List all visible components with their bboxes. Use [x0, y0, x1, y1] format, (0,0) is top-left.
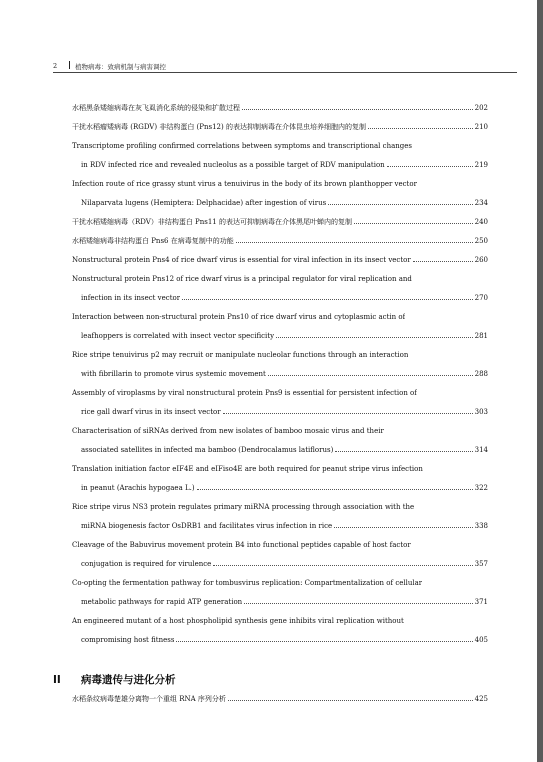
toc-entry-title: Nonstructural protein Pns12 of rice dwarf virus is a principal regulator for viral replication and [72, 275, 412, 283]
leader-dots [268, 374, 473, 376]
header-rule [53, 72, 517, 73]
toc-entry-title: 干扰水稻瘤矮病毒 (RGDV) 非结构蛋白 (Pns12) 的表达抑制病毒在介体昆虫培养细胞内的复制 [72, 123, 366, 131]
toc-entry-page: 240 [474, 218, 488, 226]
toc-entry-title: Translation initiation factor eIF4E and eIFiso4E are both required for peanut stripe virus infection [72, 465, 423, 473]
toc-entry-title: 水稻矮缩病毒非结构蛋白 Pns6 在病毒复制中的功能 [72, 237, 234, 245]
toc-entry-title: Cleavage of the Babuvirus movement protein B4 into functional peptides capable of host factor [72, 541, 411, 549]
toc-entry[interactable] [72, 218, 488, 227]
toc-entry-page: 234 [474, 199, 488, 207]
leader-dots [335, 450, 472, 452]
toc-entry-title: 水稻黑条矮缩病毒在灰飞虱消化系统的侵染和扩散过程 [72, 104, 240, 112]
toc-entry[interactable] [72, 695, 488, 704]
toc-entry-title: Transcriptome profiling confirmed correlations between symptoms and transcriptional changes [72, 142, 412, 150]
toc-entry-title: rice gall dwarf virus in its insect vector [81, 408, 221, 416]
leader-dots [244, 602, 472, 604]
page-edge [537, 0, 543, 762]
toc-entry-title: in RDV infected rice and revealed nucleolus as a possible target of RDV manipulation [81, 161, 385, 169]
toc-entry-page: 250 [474, 237, 488, 245]
toc-entry[interactable] [72, 351, 488, 360]
toc-entry[interactable] [72, 636, 488, 645]
toc-entry[interactable] [72, 522, 488, 531]
toc-entry-title: Infection route of rice grassy stunt virus a tenuivirus in the body of its brown planthopper vector [72, 180, 417, 188]
toc-entry-title: leafhoppers is correlated with insect vector specificity [81, 332, 275, 340]
toc-entry-page: 202 [474, 104, 488, 112]
leader-dots [354, 222, 473, 224]
toc-entry-title: metabolic pathways for rapid ATP generation [81, 598, 243, 606]
header-separator [69, 61, 70, 69]
toc-entry-page: 281 [474, 332, 488, 340]
toc-entry-title: Rice stripe tenuivirus p2 may recruit or manipulate nucleolar functions through an interaction [72, 351, 409, 359]
toc-entry[interactable] [72, 427, 488, 436]
toc-entry-page: 303 [474, 408, 488, 416]
toc-entry-title: in peanut (Arachis hypogaea L.) [81, 484, 195, 492]
toc-entry-title: Characterisation of siRNAs derived from new isolates of bamboo mosaic virus and their [72, 427, 384, 435]
toc-entry[interactable] [72, 180, 488, 189]
leader-dots [223, 412, 473, 414]
toc-entry-title: An engineered mutant of a host phospholipid synthesis gene inhibits viral replication without [72, 617, 404, 625]
toc-entry-title: conjugation is required for virulence [81, 560, 212, 568]
toc-entry-title: Nonstructural protein Pns4 of rice dwarf virus is essential for viral infection in its insect vector [72, 256, 411, 264]
leader-dots [242, 108, 473, 110]
running-title: 植物病毒：致病机制与病害调控 [75, 63, 166, 71]
toc-entry-page: 270 [474, 294, 488, 302]
toc-entry[interactable] [72, 598, 488, 607]
toc-entry-page: 314 [474, 446, 488, 454]
toc-entry-page: 288 [474, 370, 488, 378]
toc-entry-page: 210 [474, 123, 488, 131]
section-number: II [53, 674, 61, 686]
toc-entry-page: 219 [474, 161, 488, 169]
toc-entry[interactable] [72, 503, 488, 512]
toc-entry-page: 371 [474, 598, 488, 606]
toc-entry[interactable] [72, 484, 488, 493]
toc-entry[interactable] [72, 123, 488, 132]
leader-dots [334, 526, 472, 528]
toc-entry[interactable] [72, 142, 488, 151]
leader-dots [236, 241, 473, 243]
toc-entry-page: 322 [474, 484, 488, 492]
toc-entry[interactable] [72, 313, 488, 322]
toc-entry-title: 干扰水稻矮缩病毒（RDV）非结构蛋白 Pns11 的表达可抑制病毒在介体黑尾叶蝉内的复制 [72, 218, 352, 226]
toc-entry-title: Nilaparvata lugens (Hemiptera: Delphacidae) after ingestion of virus [81, 199, 327, 207]
leader-dots [276, 336, 473, 338]
toc-entry-title: with fibrillarin to promote virus systemic movement [81, 370, 266, 378]
toc-entry[interactable] [72, 199, 488, 208]
toc-entry-title: infection in its insect vector [81, 294, 181, 302]
toc-entry-title: Interaction between non-structural protein Pns10 of rice dwarf virus and cytoplasmic actin of [72, 313, 406, 321]
toc-entry[interactable] [72, 294, 488, 303]
toc-entry-title: miRNA biogenesis factor OsDRB1 and facilitates virus infection in rice [81, 522, 333, 530]
toc-entry-page: 260 [474, 256, 488, 264]
leader-dots [387, 165, 473, 167]
toc-entry[interactable] [72, 560, 488, 569]
leader-dots [368, 127, 473, 129]
toc-entry-title: Assembly of viroplasms by viral nonstructural protein Pns9 is essential for persistent infection of [72, 389, 417, 397]
toc-entry[interactable] [72, 408, 488, 417]
toc-entry[interactable] [72, 446, 488, 455]
toc-entry[interactable] [72, 256, 488, 265]
toc-entry-title: Rice stripe virus NS3 protein regulates primary miRNA processing through association with the [72, 503, 415, 511]
toc-entry[interactable] [72, 275, 488, 284]
leader-dots [228, 699, 473, 701]
toc-entry[interactable] [72, 237, 488, 246]
toc-entry-page: 357 [474, 560, 488, 568]
toc-entry[interactable] [72, 579, 488, 588]
toc-entry[interactable] [72, 104, 488, 113]
leader-dots [328, 203, 472, 205]
leader-dots [413, 260, 473, 262]
toc-entry-page: 338 [474, 522, 488, 530]
toc-entry-title: compromising host fitness [81, 636, 175, 644]
leader-dots [213, 564, 472, 566]
leader-dots [176, 640, 472, 642]
toc-entry[interactable] [72, 465, 488, 474]
leader-dots [182, 298, 473, 300]
toc-entry-page: 425 [474, 695, 488, 703]
section-heading [53, 672, 176, 687]
toc-entry-title: Co-opting the fermentation pathway for tombusvirus replication: Compartmentalization of cellular [72, 579, 423, 587]
toc-entry-title: associated satellites in infected ma bamboo (Dendrocalamus latiflorus) [81, 446, 334, 454]
toc-entry-page: 405 [474, 636, 488, 644]
toc-entry[interactable] [72, 389, 488, 398]
toc-entry[interactable] [72, 332, 488, 341]
toc-entry[interactable] [72, 541, 488, 550]
page-number: 2 [53, 62, 58, 70]
toc-entry[interactable] [72, 161, 488, 170]
section-title: 病毒遗传与进化分析 [81, 674, 176, 686]
toc-entry-title: 水稻条纹病毒楚雄分离物一个重组 RNA 序列分析 [72, 695, 226, 703]
toc-entry[interactable] [72, 370, 488, 379]
leader-dots [197, 488, 473, 490]
toc-entry[interactable] [72, 617, 488, 626]
